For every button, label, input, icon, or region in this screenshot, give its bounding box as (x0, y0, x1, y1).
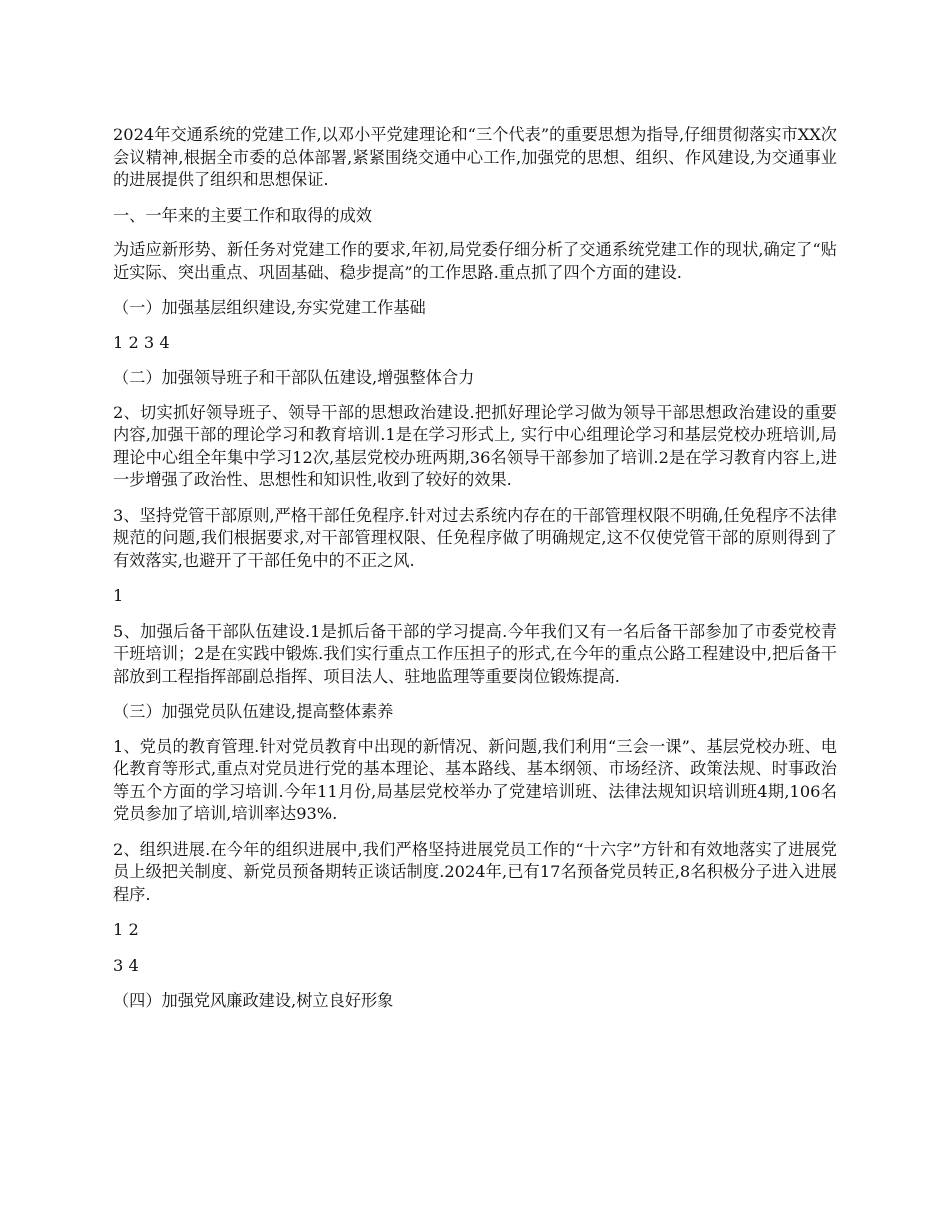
list-numbers-2: 1 (113, 586, 124, 605)
section-heading-1: 一、一年来的主要工作和取得的成效 (113, 205, 372, 225)
document-body (113, 124, 837, 1025)
section-1-paragraph: 为适应新形势、新任务对党建工作的要求,年初,局党委仔细分析了交通系统党建工作的现状,确定了“贴近实际、突出重点、巩固基础、稳步提高”的工作思路.重点抓了四个方面的建设. (113, 240, 837, 282)
list-numbers-4: 3 4 (113, 955, 139, 975)
intro-paragraph: 2024年交通系统的党建工作,以邓小平党建理论和“三个代表”的重要思想为指导,仔细贯彻落实市XX次会议精神,根据全市委的总体部署,紧紧围绕交通中心工作,加强党的思想、组织、作风建设,为交通事业的进展提供了组织和思想保证. (113, 125, 837, 189)
item-3-paragraph: 3、坚持党管干部原则,严格干部任免程序.针对过去系统内存在的干部管理权限不明确,任免程序不法律规范的问题,我们根据要求,对干部管理权限、任免程序做了明确规定,这不仅使党管干部的原则得到了有效落实,也避开了干部任免中的不正之风. (113, 505, 837, 570)
organization-development-paragraph: 2、组织进展.在今年的组织进展中,我们严格坚持进展党员工作的“十六字”方针和有效地落实了进展党员上级把关制度、新党员预备期转正谈话制度.2024年,已有17名预备党员转正,8名积极分子进入进展程序. (113, 839, 837, 904)
party-member-education-paragraph: 1、党员的教育管理.针对党员教育中出现的新情况、新问题,我们利用“三会一课”、基层党校办班、电化教育等形式,重点对党员进行党的基本理论、基本路线、基本纲领、市场经济、政策法规、时事政治等五个方面的学习培训.今年11月份,局基层党校举办了党建培训班、法律法规知识培训班4期,106名党员参加了培训,培训率达93%. (113, 736, 837, 823)
list-numbers-3: 1 2 (113, 920, 139, 939)
subsection-heading-1: （一）加强基层组织建设,夯实党建工作基础 (113, 298, 426, 317)
subsection-heading-4: （四）加强党风廉政建设,树立良好形象 (113, 991, 394, 1010)
item-2-paragraph: 2、切实抓好领导班子、领导干部的思想政治建设.把抓好理论学习做为领导干部思想政治建设的重要内容,加强干部的理论学习和教育培训.1是在学习形式上, 实行中心组理论学习和基层党校办班培训,局理论中心组全年集中学习12次,基层党校办班两期,36名领导干部参加了培训.2是在学习教育内容上,进一步增强了政治性、思想性和知识性,收到了较好的效果. (113, 402, 837, 489)
subsection-heading-3: （三）加强党员队伍建设,提高整体素养 (113, 702, 394, 721)
subsection-heading-2: （二）加强领导班子和干部队伍建设,增强整体合力 (113, 368, 475, 387)
item-5-paragraph: 5、加强后备干部队伍建设.1是抓后备干部的学习提高.今年我们又有一名后备干部参加了市委党校青干班培训；2是在实践中锻炼.我们实行重点工作压担子的形式,在今年的重点公路工程建设中,把后备干部放到工程指挥部副总指挥、项目法人、驻地监理等重要岗位锻炼提高. (113, 621, 837, 686)
list-numbers-1: 1 2 3 4 (113, 332, 170, 352)
